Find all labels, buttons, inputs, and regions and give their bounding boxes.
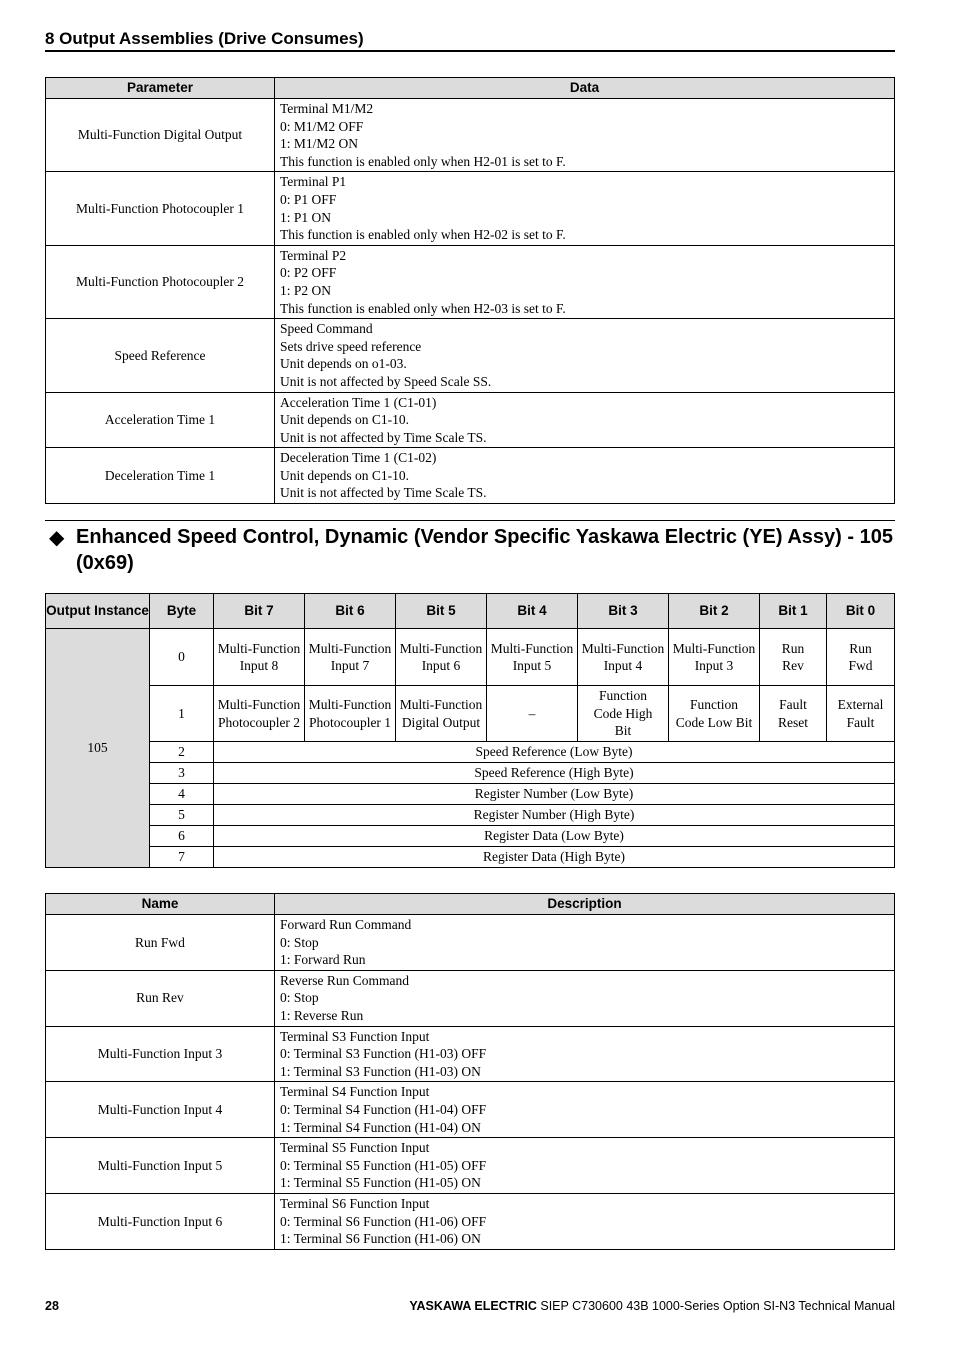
byte-cell: 2 xyxy=(150,742,214,763)
signal-description xyxy=(275,1082,895,1138)
description-line: 0: Terminal S5 Function (H1-05) OFF xyxy=(280,1157,487,1173)
column-header-bit2: Bit 2 xyxy=(669,594,760,629)
parameter-data xyxy=(275,448,895,504)
diamond-bullet-icon: ◆ xyxy=(49,527,65,549)
output-instance-cell: 105 xyxy=(46,629,150,868)
signal-name: Multi-Function Input 3 xyxy=(46,1026,275,1082)
data-line: Acceleration Time 1 (C1-01) xyxy=(280,394,437,410)
description-line: 1: Terminal S6 Function (H1-06) ON xyxy=(280,1231,481,1247)
byte-value-cell: Speed Reference (Low Byte) xyxy=(214,742,895,763)
signal-name: Multi-Function Input 6 xyxy=(46,1193,275,1249)
column-header-description: Description xyxy=(275,894,895,915)
data-line: 1: P2 ON xyxy=(280,282,332,298)
description-line: 1: Terminal S4 Function (H1-04) ON xyxy=(280,1119,481,1135)
parameter-name: Multi-Function Photocoupler 1 xyxy=(46,172,275,245)
table-row xyxy=(46,805,895,826)
byte-cell: 7 xyxy=(150,847,214,868)
table-row-byte1 xyxy=(46,686,895,742)
parameter-name: Deceleration Time 1 xyxy=(46,448,275,504)
table-row xyxy=(46,1082,895,1138)
footer-brand: YASKAWA ELECTRIC xyxy=(409,1299,537,1313)
description-line: 0: Stop xyxy=(280,990,319,1006)
data-line: 0: P2 OFF xyxy=(280,265,337,281)
bit-cell: Multi-Function Input 8 xyxy=(214,629,305,686)
description-line: Terminal S4 Function Input xyxy=(280,1084,430,1100)
data-line: Unit is not affected by Time Scale TS. xyxy=(280,485,487,501)
parameter-name: Multi-Function Photocoupler 2 xyxy=(46,245,275,318)
byte-value-cell: Register Data (High Byte) xyxy=(214,847,895,868)
bit-cell: Multi-Function Input 4 xyxy=(578,629,669,686)
data-line: 1: M1/M2 ON xyxy=(280,136,359,152)
bit-cell: Multi-Function Input 7 xyxy=(305,629,396,686)
description-line: 1: Forward Run xyxy=(280,952,366,968)
byte-cell: 5 xyxy=(150,805,214,826)
table-row xyxy=(46,742,895,763)
table-row xyxy=(46,245,895,318)
parameter-table xyxy=(45,77,895,504)
data-line: 0: M1/M2 OFF xyxy=(280,118,364,134)
table-row xyxy=(46,99,895,172)
byte-cell: 1 xyxy=(150,686,214,742)
description-line: 1: Reverse Run xyxy=(280,1007,364,1023)
data-line: Unit depends on C1-10. xyxy=(280,412,409,428)
data-line: This function is enabled only when H2-03 is set to F. xyxy=(280,300,566,316)
signal-description xyxy=(275,1138,895,1194)
bit-cell: – xyxy=(487,686,578,742)
page-footer xyxy=(45,1299,895,1315)
bit-cell: Multi-Function Digital Output xyxy=(396,686,487,742)
column-header-bit6: Bit 6 xyxy=(305,594,396,629)
column-header-data: Data xyxy=(275,78,895,99)
byte-cell: 0 xyxy=(150,629,214,686)
data-line: Unit is not affected by Speed Scale SS. xyxy=(280,373,492,389)
description-line: Terminal S6 Function Input xyxy=(280,1195,430,1211)
table-row-byte0 xyxy=(46,629,895,686)
description-line: 0: Terminal S3 Function (H1-03) OFF xyxy=(280,1046,487,1062)
column-header-bit3: Bit 3 xyxy=(578,594,669,629)
data-line: Unit depends on o1-03. xyxy=(280,356,407,372)
data-line: Speed Command xyxy=(280,321,373,337)
signal-name: Run Rev xyxy=(46,970,275,1026)
section-heading-text: Enhanced Speed Control, Dynamic (Vendor Specific Yaskawa Electric (YE) Assy) - 105 (0x69) xyxy=(76,526,893,574)
description-line: 0: Terminal S6 Function (H1-06) OFF xyxy=(280,1213,487,1229)
data-line: Unit is not affected by Time Scale TS. xyxy=(280,429,487,445)
page-number: 28 xyxy=(45,1299,59,1313)
column-header-bit1: Bit 1 xyxy=(760,594,827,629)
parameter-data xyxy=(275,172,895,245)
byte-cell: 6 xyxy=(150,826,214,847)
parameter-data xyxy=(275,392,895,448)
bit-cell: Multi-Function Input 6 xyxy=(396,629,487,686)
description-line: Terminal S5 Function Input xyxy=(280,1140,430,1156)
data-line: Terminal P1 xyxy=(280,174,347,190)
data-line: This function is enabled only when H2-01 is set to F. xyxy=(280,153,566,169)
table-row xyxy=(46,1193,895,1249)
column-header-bit0: Bit 0 xyxy=(827,594,895,629)
signal-description xyxy=(275,915,895,971)
parameter-data xyxy=(275,99,895,172)
section-title: 8 Output Assemblies (Drive Consumes) xyxy=(45,29,364,48)
parameter-data xyxy=(275,319,895,392)
table-row xyxy=(46,448,895,504)
footer-doc-info xyxy=(409,1299,895,1313)
table-row xyxy=(46,826,895,847)
table-row xyxy=(46,172,895,245)
table-row xyxy=(46,763,895,784)
bit-cell: External Fault xyxy=(827,686,895,742)
byte-cell: 4 xyxy=(150,784,214,805)
data-line: Terminal M1/M2 xyxy=(280,101,374,116)
column-header-name: Name xyxy=(46,894,275,915)
byte-cell: 3 xyxy=(150,763,214,784)
column-header-byte: Byte xyxy=(150,594,214,629)
bit-cell: Multi-Function Photocoupler 2 xyxy=(214,686,305,742)
description-table xyxy=(45,893,895,1250)
parameter-data xyxy=(275,245,895,318)
signal-name: Multi-Function Input 4 xyxy=(46,1082,275,1138)
signal-name: Multi-Function Input 5 xyxy=(46,1138,275,1194)
description-line: Forward Run Command xyxy=(280,917,412,932)
data-line: 0: P1 OFF xyxy=(280,191,337,207)
table-row xyxy=(46,970,895,1026)
byte-value-cell: Register Number (High Byte) xyxy=(214,805,895,826)
table-row xyxy=(46,392,895,448)
bit-cell: Multi-Function Input 3 xyxy=(669,629,760,686)
bit-cell: Function Code Low Bit xyxy=(669,686,760,742)
section-heading xyxy=(45,520,895,576)
byte-value-cell: Speed Reference (High Byte) xyxy=(214,763,895,784)
byte-value-cell: Register Data (Low Byte) xyxy=(214,826,895,847)
column-header-bit7: Bit 7 xyxy=(214,594,305,629)
bit-cell: Function Code High Bit xyxy=(578,686,669,742)
table-row xyxy=(46,1138,895,1194)
page-header xyxy=(45,29,895,52)
description-line: 1: Terminal S5 Function (H1-05) ON xyxy=(280,1175,481,1191)
data-line: Deceleration Time 1 (C1-02) xyxy=(280,450,437,466)
signal-name: Run Fwd xyxy=(46,915,275,971)
signal-description xyxy=(275,1193,895,1249)
bit-cell: Run Fwd xyxy=(827,629,895,686)
data-line: 1: P1 ON xyxy=(280,209,332,225)
description-line: Terminal S3 Function Input xyxy=(280,1028,430,1044)
parameter-name: Multi-Function Digital Output xyxy=(46,99,275,172)
table-row xyxy=(46,915,895,971)
bit-cell: Fault Reset xyxy=(760,686,827,742)
description-line: Reverse Run Command xyxy=(280,972,409,988)
bit-cell: Run Rev xyxy=(760,629,827,686)
byte-value-cell: Register Number (Low Byte) xyxy=(214,784,895,805)
data-line: Sets drive speed reference xyxy=(280,338,422,354)
signal-description xyxy=(275,970,895,1026)
column-header-bit4: Bit 4 xyxy=(487,594,578,629)
description-line: 0: Terminal S4 Function (H1-04) OFF xyxy=(280,1101,487,1117)
data-line: Terminal P2 xyxy=(280,247,347,263)
table-row xyxy=(46,847,895,868)
parameter-name: Acceleration Time 1 xyxy=(46,392,275,448)
bit-cell: Multi-Function Photocoupler 1 xyxy=(305,686,396,742)
table-row xyxy=(46,784,895,805)
assembly-bit-table xyxy=(45,593,895,868)
signal-description xyxy=(275,1026,895,1082)
column-header-output-instance: Output Instance xyxy=(46,594,150,629)
table-row xyxy=(46,319,895,392)
column-header-bit5: Bit 5 xyxy=(396,594,487,629)
description-line: 0: Stop xyxy=(280,934,319,950)
column-header-parameter: Parameter xyxy=(46,78,275,99)
data-line: Unit depends on C1-10. xyxy=(280,467,409,483)
footer-document-title: SIEP C730600 43B 1000-Series Option SI-N3 Technical Manual xyxy=(540,1299,895,1313)
parameter-name: Speed Reference xyxy=(46,319,275,392)
table-row xyxy=(46,1026,895,1082)
data-line: This function is enabled only when H2-02 is set to F. xyxy=(280,227,566,243)
description-line: 1: Terminal S3 Function (H1-03) ON xyxy=(280,1063,481,1079)
bit-cell: Multi-Function Input 5 xyxy=(487,629,578,686)
